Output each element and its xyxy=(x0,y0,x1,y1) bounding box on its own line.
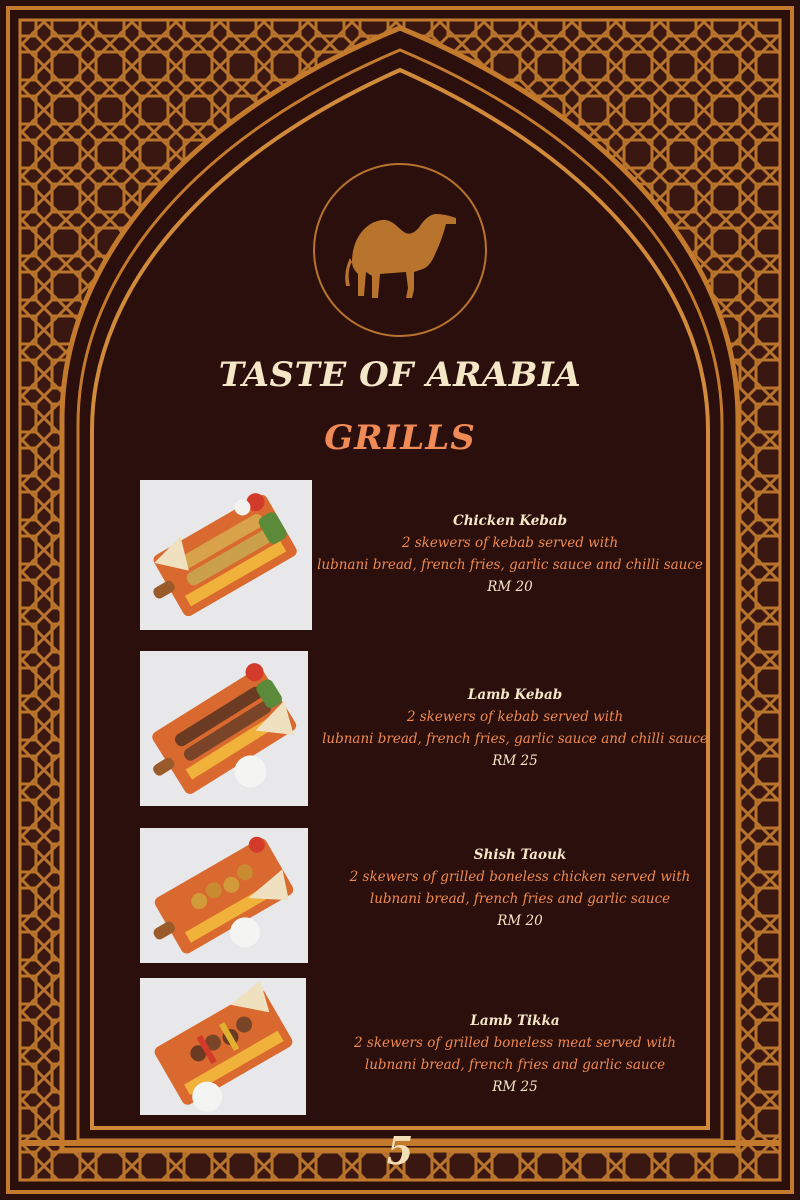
item-name: Lamb Tikka xyxy=(470,1013,560,1029)
item-description-line2: lubnani bread, french fries, garlic sauce and chilli sauce xyxy=(322,731,708,747)
item-description-line2: lubnani bread, french fries and garlic sauce xyxy=(364,1057,666,1073)
item-details xyxy=(310,510,710,598)
section-title: GRILLS xyxy=(324,418,476,458)
item-description-line1: 2 skewers of grilled boneless chicken served with xyxy=(349,869,691,885)
item-price: RM 20 xyxy=(497,913,543,929)
item-name: Shish Taouk xyxy=(473,847,567,863)
item-description-line2: lubnani bread, french fries and garlic sauce xyxy=(369,891,671,907)
page-number: 5 xyxy=(386,1128,414,1173)
food-photo xyxy=(140,651,308,806)
food-photo xyxy=(140,978,306,1115)
item-description-line1: 2 skewers of kebab served with xyxy=(406,709,624,725)
item-description-line1: 2 skewers of kebab served with xyxy=(401,535,619,551)
item-price: RM 25 xyxy=(492,1079,538,1095)
item-price: RM 25 xyxy=(492,753,538,769)
item-description-line2: lubnani bread, french fries, garlic sauce and chilli sauce xyxy=(317,557,703,573)
item-name: Chicken Kebab xyxy=(452,513,568,529)
food-photo xyxy=(140,828,308,963)
item-details xyxy=(315,1010,715,1098)
item-name: Lamb Kebab xyxy=(467,687,563,703)
item-description-line1: 2 skewers of grilled boneless meat served with xyxy=(354,1035,676,1051)
item-price: RM 20 xyxy=(487,579,533,595)
brand-title: TASTE OF ARABIA xyxy=(218,355,582,395)
food-photo xyxy=(140,480,312,630)
item-details xyxy=(315,684,715,772)
item-details xyxy=(320,844,720,932)
